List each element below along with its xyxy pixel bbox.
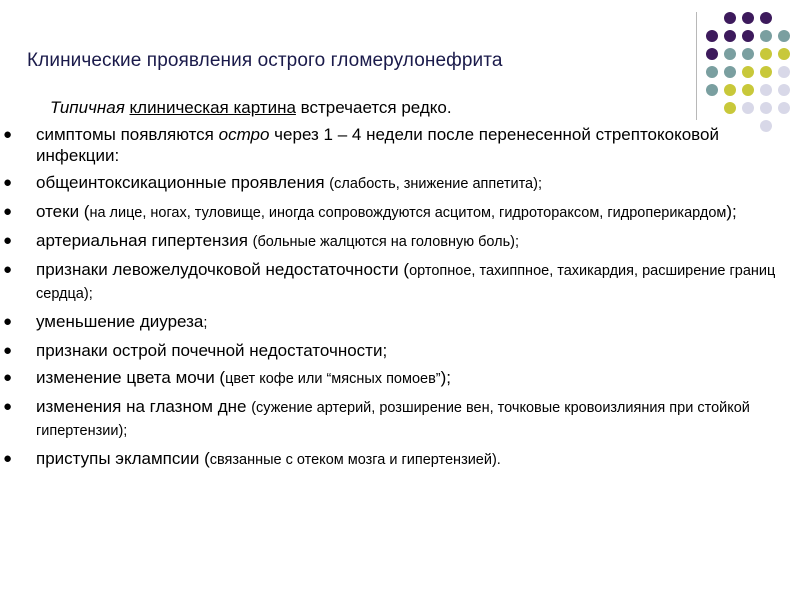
list-item: ● отеки (на лице, ногах, туловище, иногда сопровождуются асцитом, гидротораксом, гидроперикардом);	[3, 202, 737, 221]
decor-dot	[742, 102, 754, 114]
decor-dot	[724, 66, 736, 78]
bullet-icon: ●	[3, 313, 13, 330]
decor-dot	[706, 48, 718, 60]
decor-dot	[724, 30, 736, 42]
decor-dot	[742, 48, 754, 60]
decor-dot	[742, 30, 754, 42]
list-item: ● изменение цвета мочи (цвет кофе или “мясных помоев”);	[3, 368, 452, 387]
list-item: ● изменения на глазном дне (сужение артерий, розширение вен, точковые кровоизлияния при стойкой гипертензии);	[3, 397, 750, 439]
intro-line	[50, 98, 452, 118]
intro-underlined: клиническая картина	[129, 98, 296, 117]
bullet-icon: ●	[3, 203, 13, 220]
decor-dot	[706, 66, 718, 78]
list-item: ● общеинтоксикационные проявления (слабость, знижение аппетита);	[3, 173, 542, 192]
slide-title: Клинические проявления острого гломерулонефрита	[27, 50, 503, 71]
decor-dot	[724, 102, 736, 114]
decor-dot	[778, 66, 790, 78]
intro-em: Типичная	[50, 98, 125, 117]
list-item: ● уменьшение диуреза;	[3, 312, 208, 331]
decor-dot	[778, 102, 790, 114]
bullet-icon: ●	[3, 398, 13, 415]
decor-dot	[778, 30, 790, 42]
decor-dot	[742, 12, 754, 24]
decor-dot	[778, 48, 790, 60]
list-item: ● симптомы появляются остро через 1 – 4 недели после перенесенной стрептококовой инфекции:	[3, 125, 719, 165]
symptom-list	[0, 124, 790, 477]
decor-dot	[778, 84, 790, 96]
bullet-icon: ●	[3, 174, 13, 191]
decor-dot	[706, 84, 718, 96]
decor-dot	[760, 66, 772, 78]
decor-dot	[760, 84, 772, 96]
decor-dot	[742, 66, 754, 78]
decor-dot	[706, 30, 718, 42]
bullet-icon: ●	[3, 369, 13, 386]
decor-dot	[742, 84, 754, 96]
list-item: ● признаки левожелудочковой недостаточности (ортопное, тахиппное, тахикардия, расширение границ сердца);	[3, 260, 776, 302]
list-item: ● артериальная гипертензия (больные жалцются на головную боль);	[3, 231, 520, 250]
decor-dot	[760, 102, 772, 114]
decor-dot	[724, 84, 736, 96]
decor-dot	[724, 48, 736, 60]
decor-dot	[760, 48, 772, 60]
bullet-icon: ●	[3, 261, 13, 278]
bullet-icon: ●	[3, 126, 13, 143]
decor-dot	[760, 30, 772, 42]
bullet-icon: ●	[3, 450, 13, 467]
list-item: ● приступы эклампсии (связанные с отеком мозга и гипертензией).	[3, 449, 501, 468]
bullet-icon: ●	[3, 342, 13, 359]
decor-dot	[760, 12, 772, 24]
list-item: ● признаки острой почечной недостаточности;	[3, 341, 388, 360]
decor-dot	[724, 12, 736, 24]
intro-tail: встречается редко.	[300, 98, 452, 117]
bullet-icon: ●	[3, 232, 13, 249]
